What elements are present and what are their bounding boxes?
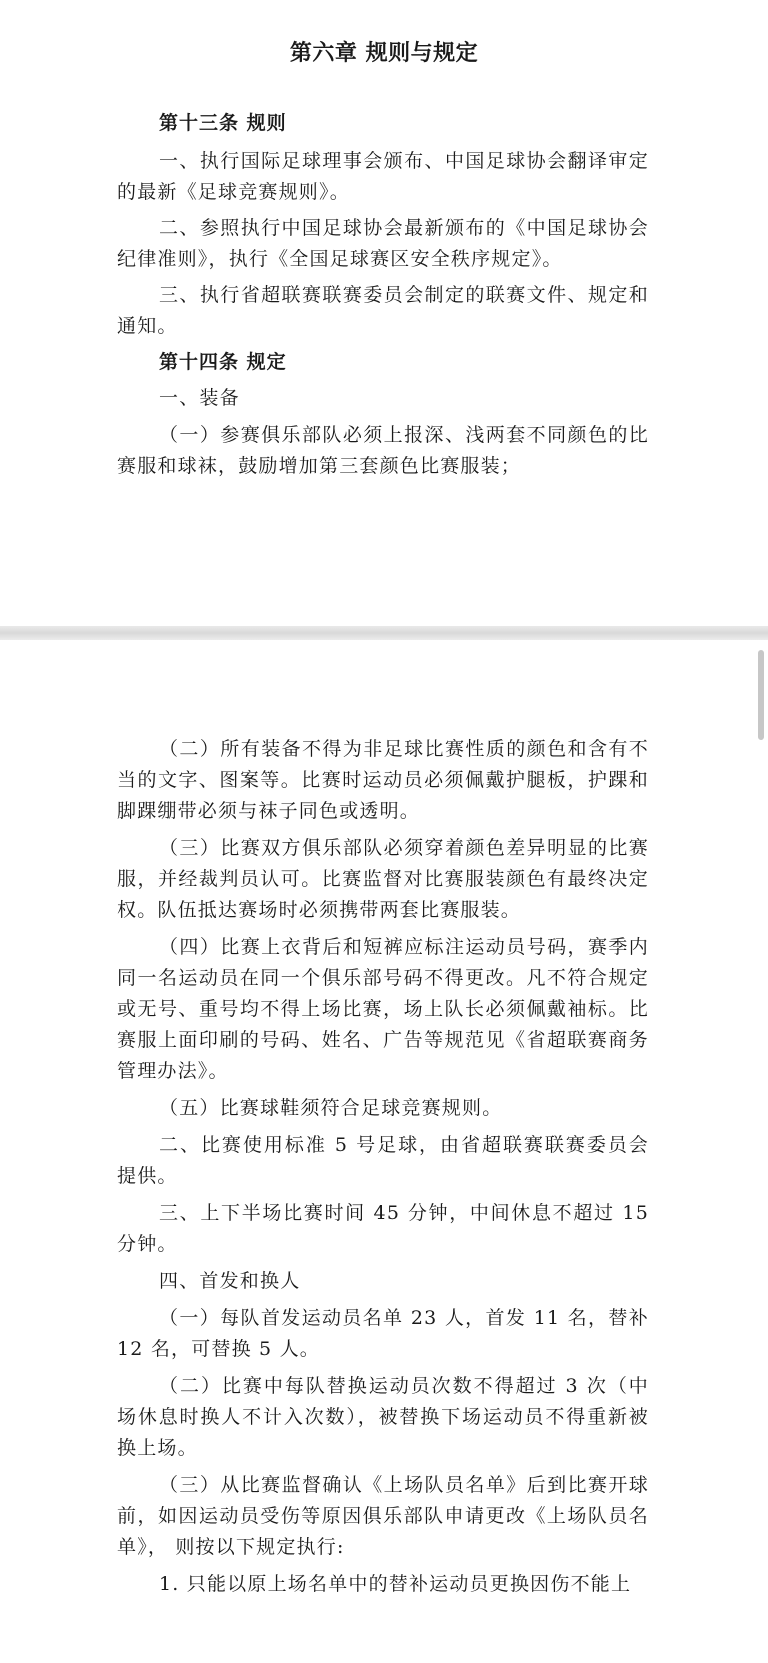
article-14-heading: 第十四条 规定 — [159, 351, 287, 373]
match-time-rule: 三、上下半场比赛时间 45 分钟，中间休息不超过 15 分钟。 — [117, 1202, 649, 1255]
substitution-item-3-1: 1. 只能以原上场名单中的替补运动员更换因伤不能上 — [159, 1573, 632, 1595]
article-14-continued — [117, 734, 649, 1600]
document-page-1 — [0, 0, 768, 627]
article-13-paragraph-3: 三、执行省超联赛联赛委员会制定的联赛文件、规定和通知。 — [117, 284, 649, 337]
substitution-heading: 四、首发和换人 — [159, 1270, 301, 1292]
ball-rule: 二、比赛使用标准 5 号足球，由省超联赛联赛委员会提供。 — [117, 1134, 649, 1187]
equipment-heading: 一、装备 — [159, 387, 240, 409]
equipment-item-5: （五）比赛球鞋须符合足球竞赛规则。 — [159, 1097, 503, 1119]
page-separator — [0, 626, 768, 640]
scrollbar-thumb[interactable] — [758, 650, 764, 740]
equipment-item-4: （四）比赛上衣背后和短裤应标注运动员号码，赛季内同一名运动员在同一个俱乐部号码不得更改。凡不符合规定或无号、重号均不得上场比赛，场上队长必须佩戴袖标。比赛服上面印刷的号码、姓名、广告等规范见《省超联赛商务管理办法》。 — [117, 936, 649, 1082]
document-page-2 — [0, 640, 768, 1663]
substitution-item-2: （二）比赛中每队替换运动员次数不得超过 3 次（中场休息时换人不计入次数），被替换下场运动员不得重新被换上场。 — [117, 1375, 649, 1459]
substitution-item-3: （三）从比赛监督确认《上场队员名单》后到比赛开球前，如因运动员受伤等原因俱乐部队申请更改《上场队员名单》， 则按以下规定执行: — [117, 1474, 649, 1558]
article-13-block — [117, 108, 649, 482]
chapter-title: 第六章 规则与规定 — [289, 40, 479, 66]
equipment-item-1: （一）参赛俱乐部队必须上报深、浅两套不同颜色的比赛服和球袜，鼓励增加第三套颜色比赛服装； — [117, 424, 649, 477]
equipment-item-2: （二）所有装备不得为非足球比赛性质的颜色和含有不当的文字、图案等。比赛时运动员必须佩戴护腿板，护踝和脚踝绷带必须与袜子同色或透明。 — [117, 738, 649, 822]
substitution-item-1: （一）每队首发运动员名单 23 人，首发 11 名，替补 12 名，可替换 5 人。 — [117, 1307, 649, 1360]
article-13-paragraph-2: 二、参照执行中国足球协会最新颁布的《中国足球协会纪律准则》，执行《全国足球赛区安全秩序规定》。 — [117, 217, 649, 270]
equipment-item-3: （三）比赛双方俱乐部队必须穿着颜色差异明显的比赛服，并经裁判员认可。比赛监督对比赛服装颜色有最终决定权。队伍抵达赛场时必须携带两套比赛服装。 — [117, 837, 649, 921]
article-13-heading: 第十三条 规则 — [159, 112, 287, 134]
article-13-paragraph-1: 一、执行国际足球理事会颁布、中国足球协会翻译审定的最新《足球竞赛规则》。 — [117, 150, 649, 203]
